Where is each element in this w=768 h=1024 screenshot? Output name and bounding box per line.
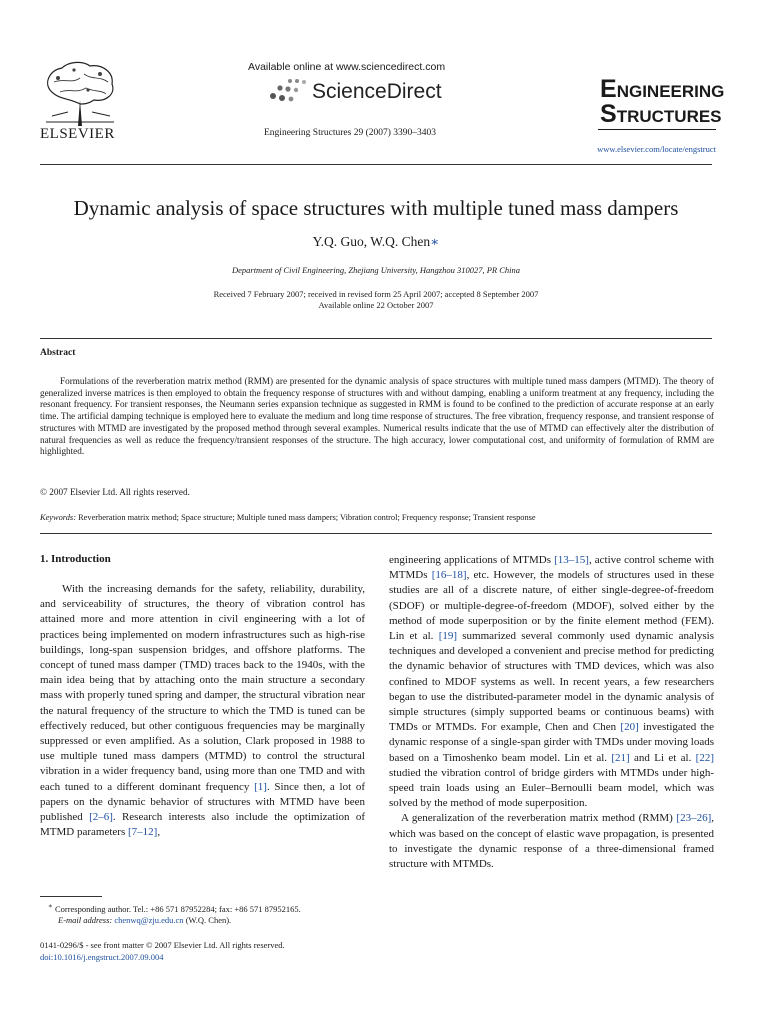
right-paragraph-1: engineering applications of MTMDs [13–15], active control scheme with MTMDs [16–18], etc. However, the models of structures used in these studies are all of a discrete nature, of either single-degree-of-freedom (SDOF) or multiple-degree-of-freedom (MDOF), solved either by the method of mode superposition or by the finite element method (FEM). Lin et al. [19] summarized several commonly used dynamic analysis techniques and developed a convenient and precise method for predicting the dynamic behavior of structures with TMD devices, which was also confined to MDOF systems as well. In recent years, a few researchers began to use the distributed-parameter model in the dynamic analysis of simple structures (simply supported beams or continuous beams) with TMDs or MTMDs. For example, Chen and Chen [20] investigated the dynamic response of a single-span girder with TMDs under moving loads based on a Timoshenko beam model. Lin et al. [21] and Li et al. [22] studied the vibration control of bridge girders with MTMDs under high-speed train loads using an Euler–Bernoulli beam model, which was solved by the method of mode superposition. [389, 554, 715, 810]
citation-link[interactable]: [23–26] [676, 812, 712, 825]
left-column-paragraph: With the increasing demands for the safety, reliability, durability, and serviceability of structures, the theory of vibration control has attained more and more attention in civil engineering with a lot of practices being implemented on modern infrastructures such as high-rise buildings, long-span suspension bridges, and offshore platforms. The concept of tuned mass damper (TMD) traces back to the 1940s, with the main idea being that by attaching onto the main structure a secondary mass with properly tuned spring and damper, the structural vibration near the natural frequency of the structure to which the TMD is tuned can be effectively reduced, but other contiguous frequencies may be marginally suppressed or even amplified. As a solution, Clark proposed in 1988 to use multiple tuned mass dampers (MTMD) to control the structural vibration in a wider frequency band, using more than one TMD and with each tuned to a different dominant frequency [1]. Since then, a lot of papers on the dynamic behavior of structures with MTMD have been published [2–6]. Research interests also include the optimization of MTMD parameters [7–12], [40, 583, 365, 839]
journal-citation: Engineering Structures 29 (2007) 3390–3403 [264, 128, 437, 138]
abstract-heading: Abstract [40, 348, 76, 358]
brand-line1: NGINEERING [616, 82, 725, 101]
footnote-contact: Corresponding author. Tel.: +86 571 87952284; fax: +86 571 87952165. [52, 903, 301, 914]
abstract-copyright: © 2007 Elsevier Ltd. All rights reserved. [40, 487, 190, 497]
abstract-body: Formulations of the reverberation matrix method (RMM) are presented for the dynamic analysis of space structures with multiple tuned mass dampers (MTMD). The theory of generalized inverse matrices is then employed to obtain the frequency response of structures with and without damping, enabling a uniform treatment at any frequency, including the resonant frequency. For transient responses, the Neumann series expansion technique as suggested in RMM is found to be confined to the prediction of accurate response at an early time. The artificial damping technique is employed here to evaluate the medium and long time response of structures. The free vibration, frequency response, and transient response of structures with MTMD are investigated by the proposed method through several examples. Numerical results indicate that the use of MTMD can effectively alter the distribution of natural frequencies as well as reduce the frequency/transient responses of the structure. The high accuracy, lower computational cost, and uniformity of formulation of RMM are highlighted. [40, 376, 714, 457]
header-divider [40, 164, 712, 165]
sciencedirect-wordmark: ScienceDirect [312, 80, 442, 103]
citation-link[interactable]: [13–15] [554, 554, 589, 566]
sciencedirect-dots-icon [268, 77, 310, 105]
citation-link[interactable]: [19] [438, 630, 458, 643]
available-online-line[interactable]: Available online at www.sciencedirect.com [248, 61, 446, 73]
citation-link[interactable]: [1] [254, 780, 267, 793]
received-dates: Received 7 February 2007; received in revised form 25 April 2007; accepted 8 September 2007 [213, 289, 539, 299]
corresponding-author-footnote [48, 901, 301, 927]
available-online-date: Available online 22 October 2007 [318, 300, 434, 310]
email-link[interactable]: chenwq@zju.edu.cn [114, 915, 184, 926]
keywords-list: Reverberation matrix method; Space structure; Multiple tuned mass dampers; Vibration control; Frequency response; Transient response [78, 513, 536, 522]
article-dates [40, 289, 712, 311]
citation-link[interactable]: [21] [611, 751, 630, 764]
brand-cap-e: E [600, 75, 617, 103]
brand-cap-s: S [600, 100, 617, 128]
citation-link[interactable]: [2–6] [89, 811, 113, 824]
email-label: E-mail address: [58, 915, 113, 926]
journal-brand [600, 75, 725, 128]
publisher-name: ELSEVIER [40, 126, 115, 142]
abstract-top-divider [40, 338, 712, 339]
citation-link[interactable]: [22] [695, 751, 714, 764]
corresponding-author-mark[interactable]: ∗ [430, 234, 440, 249]
citation-link[interactable]: [16–18] [431, 569, 467, 582]
article-title: Dynamic analysis of space structures with multiple tuned mass dampers [73, 196, 679, 220]
issn-line: 0141-0296/$ - see front matter © 2007 Elsevier Ltd. All rights reserved. [40, 940, 285, 950]
brand-line2: TRUCTURES [616, 107, 722, 126]
keywords-label: Keywords: [40, 513, 76, 522]
footnote-mark: ∗ [48, 902, 53, 910]
citation-link[interactable]: [7–12] [127, 826, 158, 839]
author-names: Y.Q. Guo, W.Q. Chen [312, 234, 431, 249]
citation-link[interactable]: [20] [620, 721, 639, 734]
right-column [389, 553, 714, 872]
brand-underline [598, 129, 716, 130]
keywords-line [40, 513, 536, 522]
affiliation: Department of Civil Engineering, Zhejiang University, Hangzhou 310027, PR China [231, 265, 521, 275]
right-paragraph-2: A generalization of the reverberation matrix method (RMM) [23–26], which was based on the concept of elastic wave propagation, is presented to investigate the dynamic response of a three-dimensional framed structure with MTMDs. [389, 812, 714, 871]
footnote-divider [40, 896, 102, 897]
doi-link[interactable]: doi:10.1016/j.engstruct.2007.09.004 [40, 952, 164, 962]
journal-url-link[interactable]: www.elsevier.com/locate/engstruct [597, 144, 716, 154]
author-line [40, 234, 712, 250]
elsevier-tree-logo [40, 60, 120, 128]
section-heading: 1. Introduction [40, 553, 111, 565]
abstract-bottom-divider [40, 533, 712, 534]
email-suffix: (W.Q. Chen). [183, 915, 232, 926]
